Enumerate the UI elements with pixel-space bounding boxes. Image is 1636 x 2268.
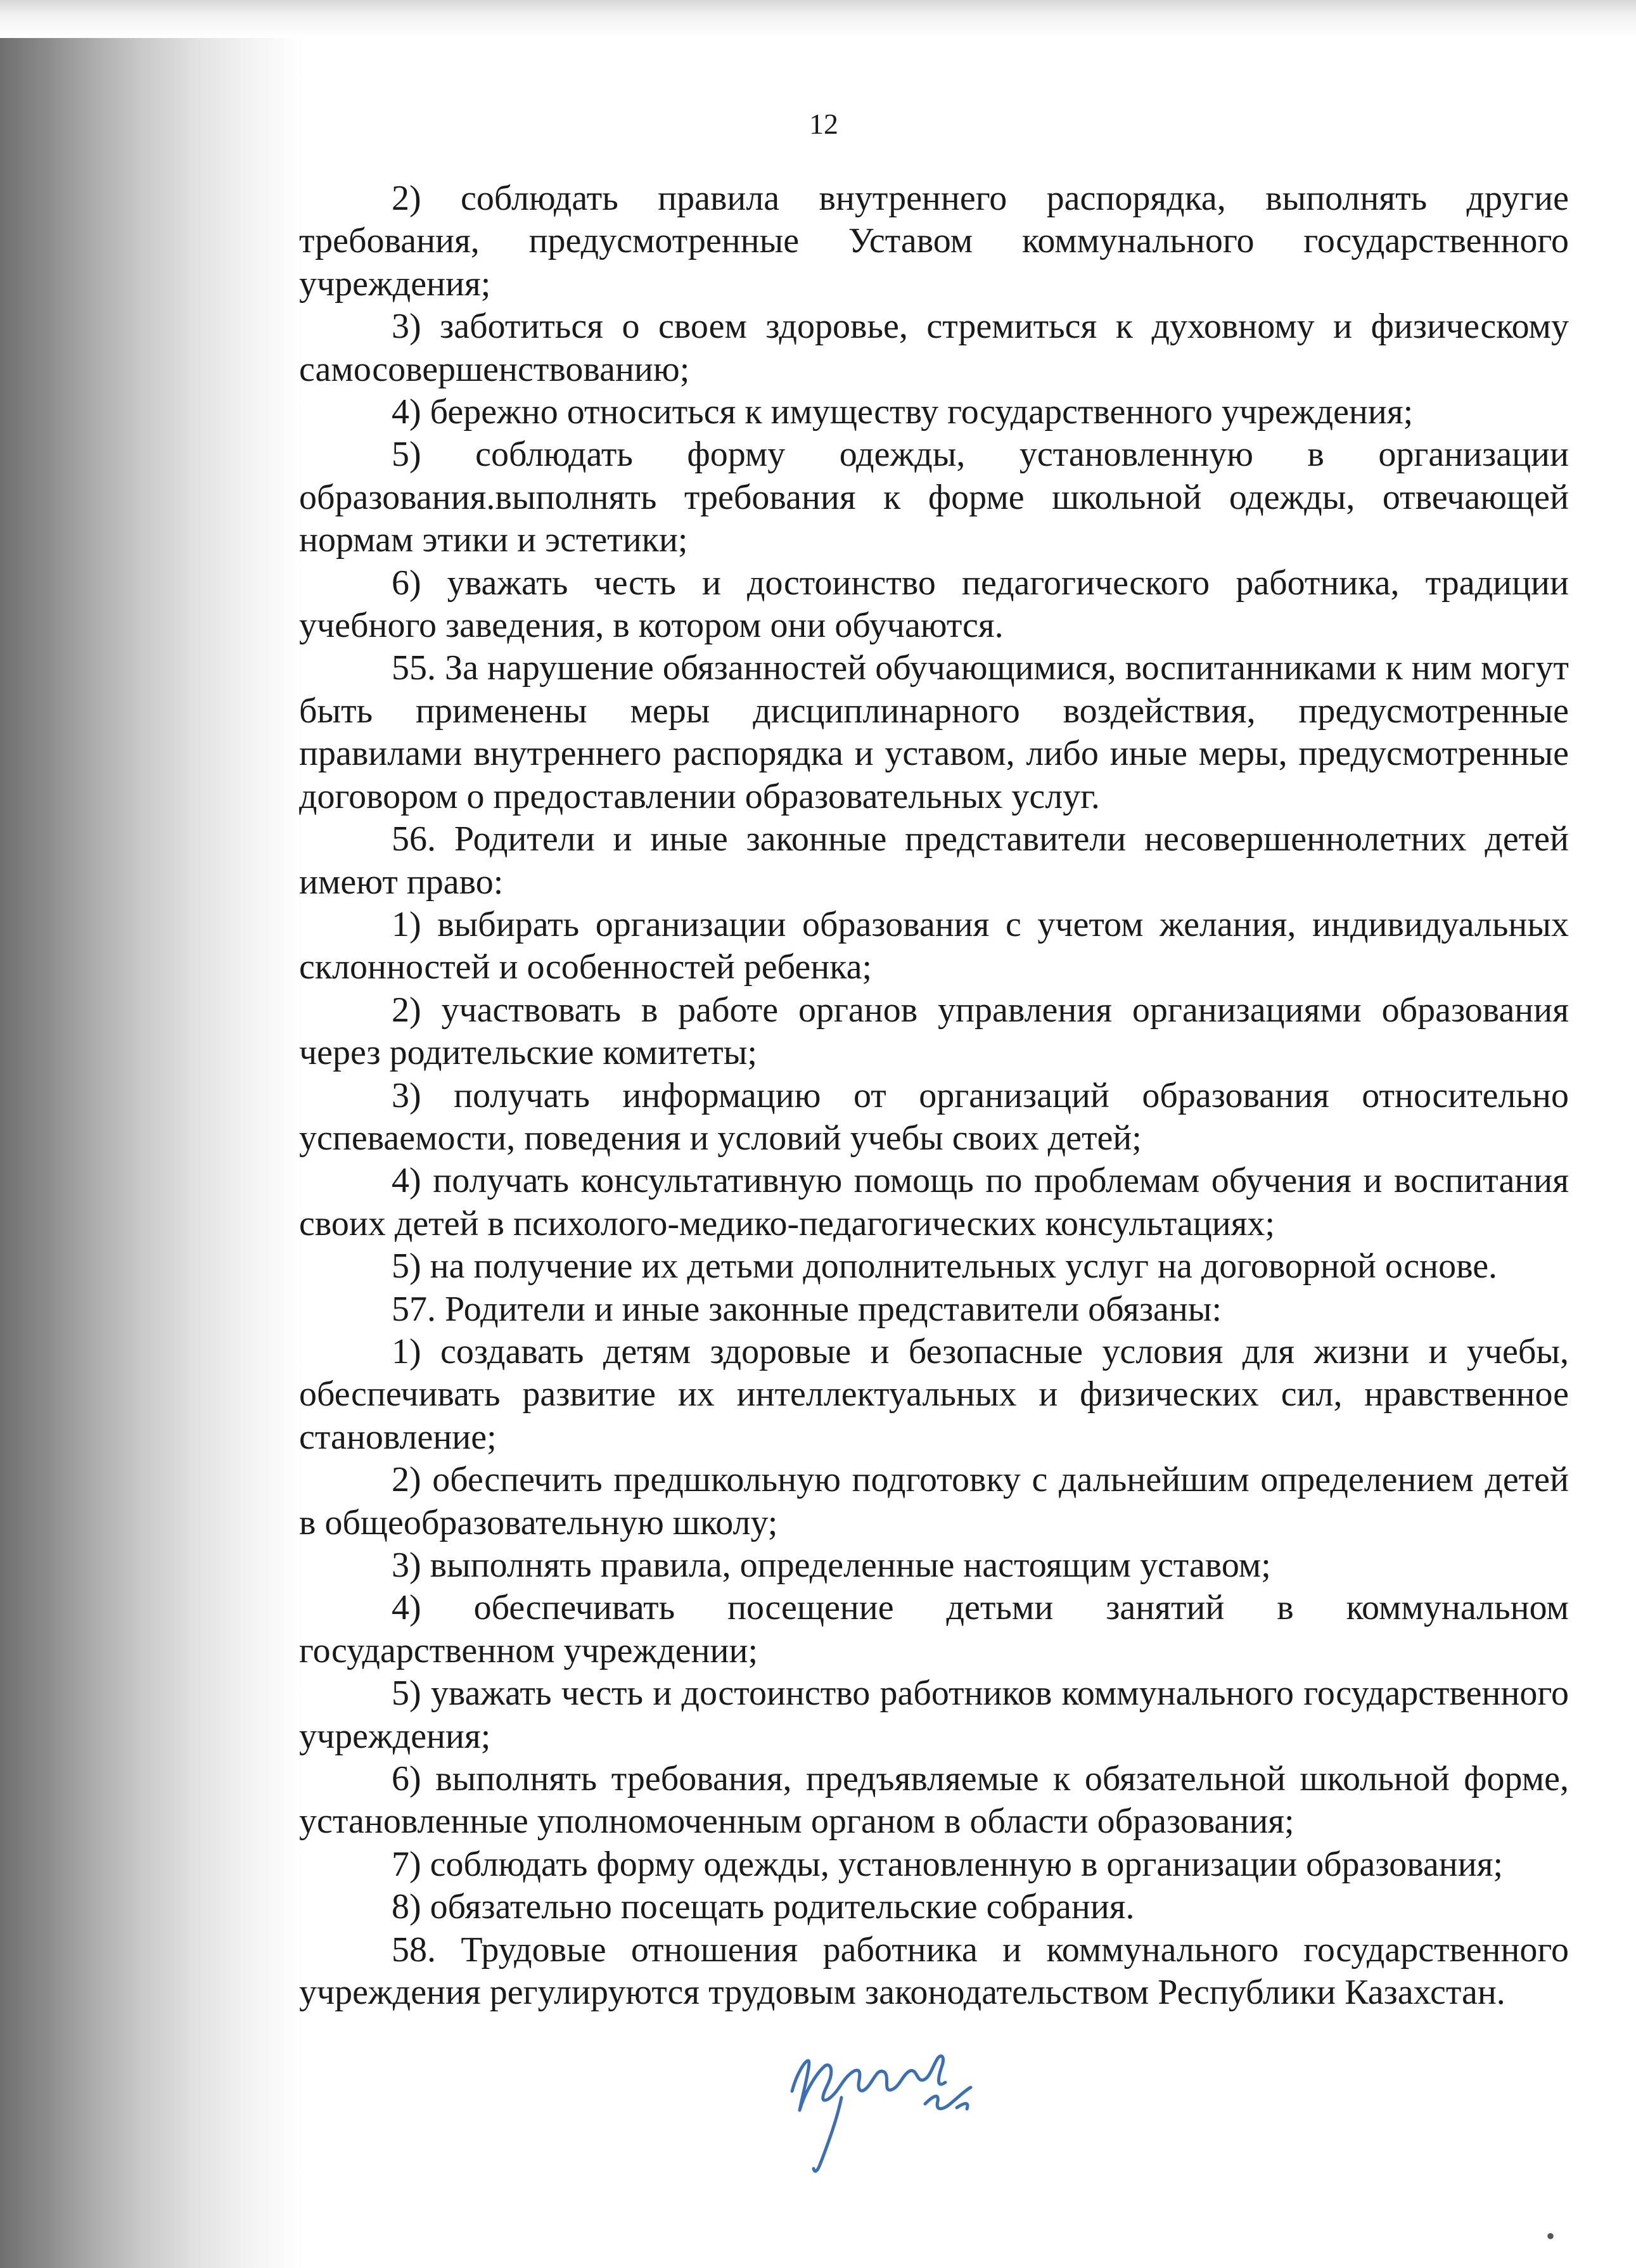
scan-top-edge	[0, 0, 1636, 38]
paragraph: 3) выполнять правила, определенные настоящим уставом;	[392, 1546, 1271, 1585]
paragraph: 5) на получение их детьми дополнительных услуг на договорной основе.	[392, 1246, 1498, 1286]
paragraph: 1) создавать детям здоровые и безопасные условия для жизни и учебы, обеспечивать развитие их интеллектуальных и физических сил, нравственное становление;	[299, 1331, 1569, 1457]
paragraph: 4) получать консультативную помощь по проблемам обучения и воспитания своих детей в психолого-медико-педагогических консультациях;	[299, 1161, 1569, 1243]
paragraph: 2) участвовать в работе органов управления организациями образования через родительские комитеты;	[299, 990, 1569, 1073]
paragraph: 3) заботиться о своем здоровье, стремиться к духовному и физическому самосовершенствованию;	[299, 307, 1569, 389]
paragraph: 2) обеспечить предшкольную подготовку с дальнейшим определением детей в общеобразовательную школу;	[299, 1460, 1569, 1542]
paragraph: 58. Трудовые отношения работника и коммунального государственного учреждения регулируются трудовым законодательством Республики Казахстан.	[299, 1930, 1569, 2013]
paragraph: 1) выбирать организации образования с учетом желания, индивидуальных склонностей и особенностей ребенка;	[299, 904, 1569, 987]
paragraph: 7) соблюдать форму одежды, установленную в организации образования;	[392, 1844, 1504, 1884]
corner-ink-mark: •	[1546, 2222, 1556, 2250]
scan-binding-shadow	[0, 0, 304, 2268]
paragraph: 56. Родители и иные законные представители несовершеннолетних детей имеют право:	[299, 819, 1569, 902]
paragraph: 4) обеспечивать посещение детьми занятий в коммунальном государственном учреждении;	[299, 1588, 1569, 1670]
paragraph: 6) уважать честь и достоинство педагогического работника, традиции учебного заведения, в котором они обучаются.	[299, 563, 1569, 646]
paragraph: 55. За нарушение обязанностей обучающимися, воспитанниками к ним могут быть применены меры дисциплинарного воздействия, предусмотренные правилами внутреннего распорядка и уставом, либо иные меры, предусмотренные договором о предоставлении образовательных услуг.	[299, 648, 1569, 816]
paragraph: 8) обязательно посещать родительские собрания.	[392, 1887, 1135, 1927]
document-body	[299, 177, 1569, 2014]
paragraph: 6) выполнять требования, предъявляемые к обязательной школьной форме, установленные уполномоченным органом в области образования;	[299, 1759, 1569, 1842]
page-number: 12	[809, 108, 838, 140]
paragraph: 3) получать информацию от организаций образования относительно успеваемости, поведения и условий учебы своих детей;	[299, 1075, 1569, 1158]
paragraph: 2) соблюдать правила внутреннего распорядка, выполнять другие требования, предусмотренные Уставом коммунального государственного учреждения;	[299, 179, 1569, 304]
paragraph: 5) соблюдать форму одежды, установленную в организации образования.выполнять требования к форме школьной одежды, отвечающей нормам этики и эстетики;	[299, 435, 1569, 560]
paragraph: 5) уважать честь и достоинство работников коммунального государственного учреждения;	[299, 1674, 1569, 1756]
handwritten-signature-icon	[767, 2021, 1033, 2193]
paragraph: 4) бережно относиться к имуществу государственного учреждения;	[392, 392, 1414, 432]
paragraph: 57. Родители и иные законные представители обязаны:	[392, 1289, 1222, 1329]
